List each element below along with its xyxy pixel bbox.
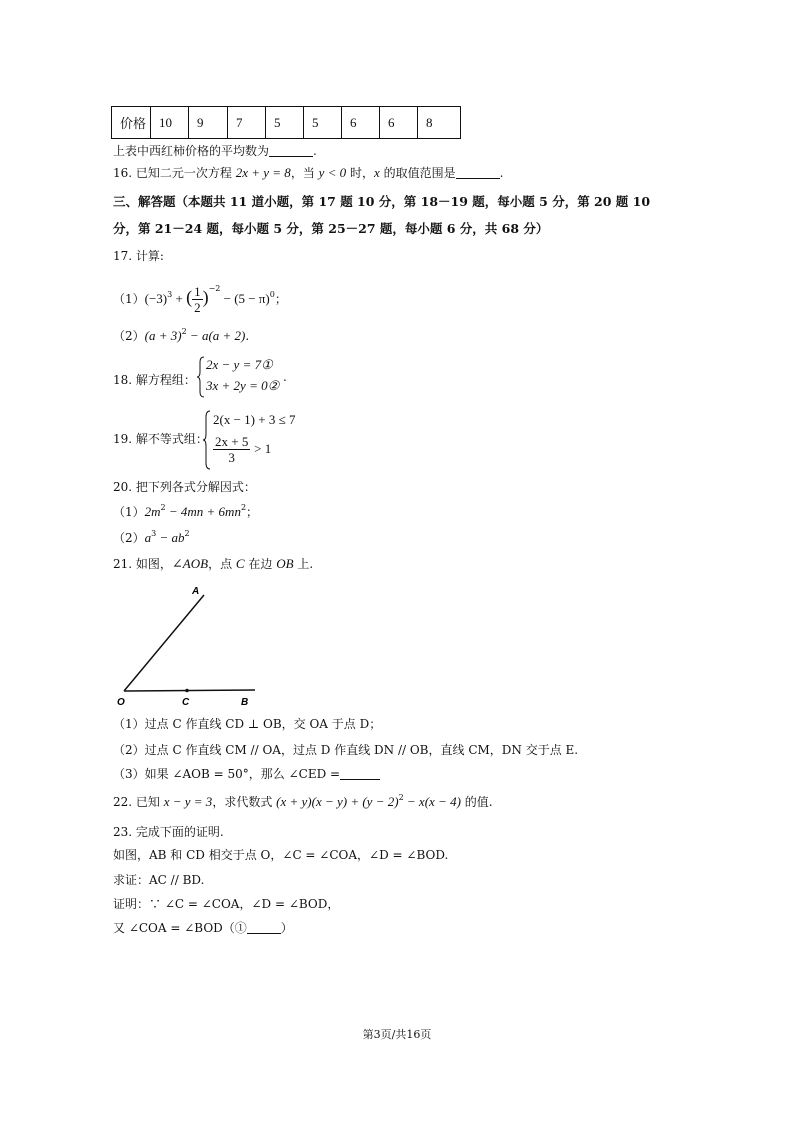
q19-label: 19. 解不等式组： (113, 432, 208, 446)
ray-oa (124, 595, 204, 691)
question-16: 16. 已知二元一次方程 2x + y = 8，当 y < 0 时，x 的取值范围是 . (113, 165, 504, 180)
q15-tail: 上表中西红柿价格的平均数为 . (113, 144, 317, 158)
q19-system (203, 410, 323, 470)
table-cell: 价格 (112, 107, 151, 139)
q21-part2: （2）过点 C 作直线 CM // OA，过点 D 作直线 DN // OB，直线 CM，DN 交于点 E. (113, 743, 579, 757)
answer-blank[interactable] (456, 166, 500, 179)
table-cell: 6 (342, 107, 380, 139)
point-c (185, 689, 189, 693)
table-row (112, 107, 461, 139)
table-cell: 8 (418, 107, 461, 139)
q20-part1: $(1)2m^2 - 4mn + 6mn^2$； (113, 503, 259, 519)
angle-aob-figure (112, 580, 272, 710)
table-cell: 5 (266, 107, 304, 139)
label-o: O (117, 697, 125, 708)
table-cell: 5 (304, 107, 342, 139)
table-cell: 7 (228, 107, 266, 139)
section-heading: 三、解答题（本题共 11 道小题，第 17 题 10 分，第 18－19 题，每小题 5 分，第 20 题 10 (113, 194, 651, 209)
table-cell: 9 (189, 107, 228, 139)
q20-title: 20. 把下列各式分解因式： (113, 480, 256, 494)
q18-system: 2x − y = 7① 3x + 2y = 0② . (197, 356, 297, 398)
q23-line4: 又 ∠COA = ∠BOD（① ） (113, 921, 293, 935)
inequality-2: $\frac{2x + 5}{3}$ > 1 (215, 434, 272, 465)
label-a: A (192, 586, 200, 597)
question-22: 22. 已知 x − y = 3，求代数式 $(x + y)(x - y) + (y - 2)^2 - x(x - 4)$ 的值. (113, 793, 493, 809)
equation-2: 3x + 2y = 0② (206, 378, 280, 393)
q23-title: 23. 完成下面的证明. (113, 825, 224, 839)
q23-line3: 证明：∵ ∠C = ∠COA，∠D = ∠BOD， (113, 897, 340, 911)
brace-icon (203, 410, 211, 470)
section-heading-cont: 分，第 21－24 题，每小题 5 分，第 25－27 题，每小题 6 分，共 68 分） (113, 221, 549, 236)
fraction: $\frac{2x + 5}{3}$ (215, 434, 249, 465)
table-cell: 10 (151, 107, 189, 139)
answer-blank[interactable] (247, 921, 281, 934)
fraction: $\frac{1}{2}$ (194, 284, 201, 315)
price-table (111, 106, 461, 139)
q21-part3: （3）如果 ∠AOB = 50°，那么 ∠CED = (113, 764, 380, 784)
answer-blank[interactable] (340, 767, 380, 780)
equation-1: 2x − y = 7① (206, 357, 273, 372)
brace-icon (197, 356, 205, 398)
q17-title: 17. 计算: (113, 249, 164, 263)
q23-line2: 求证：AC // BD. (113, 873, 205, 887)
answer-blank[interactable] (269, 144, 313, 157)
table-cell: 6 (380, 107, 418, 139)
q23-line1: 如图，AB 和 CD 相交于点 O，∠C = ∠COA，∠D = ∠BOD. (113, 848, 449, 862)
inequality-1: 2(x − 1) + 3 ≤ 7 (213, 412, 296, 427)
q18-label: 18. 解方程组： (113, 373, 196, 387)
q17-part1: $(1)(-3)^3$ + ( $\frac{1}{2}$ )$^{-2} - (5 - \pi)^0$； (113, 284, 287, 315)
q21-part1: （1）过点 C 作直线 CD ⊥ OB，交 OA 于点 D； (113, 717, 382, 731)
q21-title: 21. 如图，∠AOB，点 C 在边 OB 上. (113, 556, 314, 571)
label-b: B (241, 697, 249, 708)
ray-ob (124, 690, 255, 691)
page-number: 第3页/共16页 (362, 1028, 432, 1041)
label-c: C (182, 697, 190, 708)
q20-part2: $(2)a^3 - ab^2$ (113, 529, 190, 545)
q17-part2: $(2)(a + 3)^2 - a(a + 2)$. (113, 327, 250, 343)
